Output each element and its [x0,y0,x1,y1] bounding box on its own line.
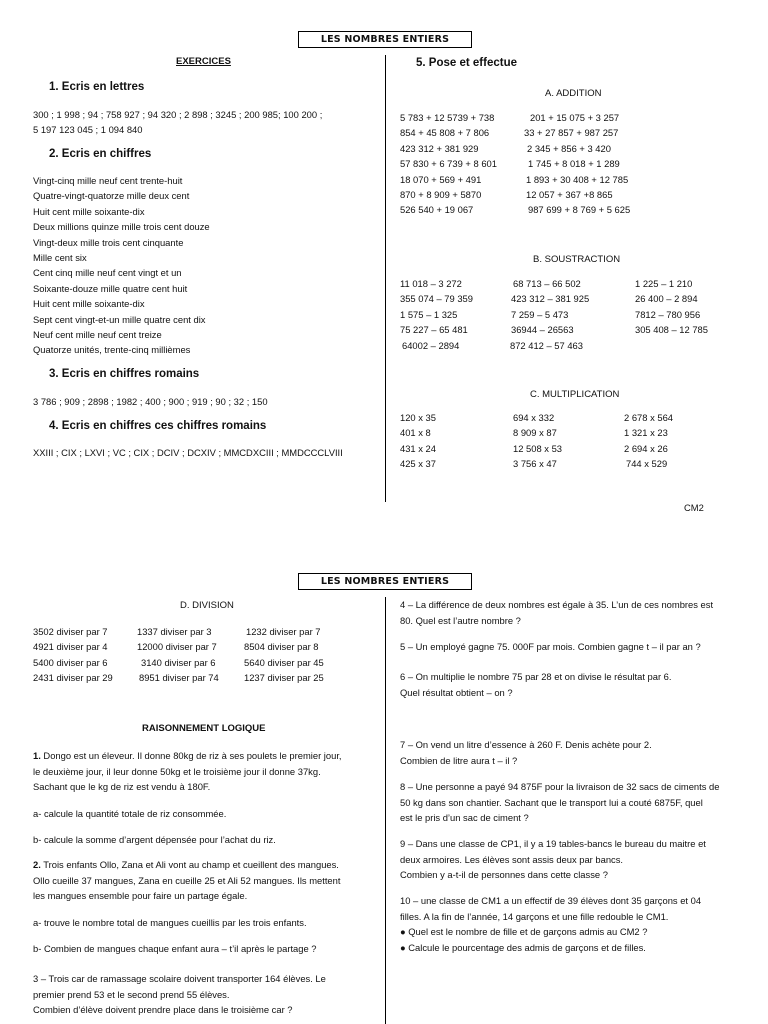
problem-8-line: 50 kg dans son chantier. Sachant que le transport lui a couté 6875F, quel [400,796,703,808]
soustraction-item: 64002 – 2894 [402,339,460,351]
soustraction-item: 7812 – 780 956 [635,308,701,320]
problem-1-number: 1. [33,750,41,761]
soustraction-col1 [400,276,473,353]
multiplication-col3 [624,410,673,472]
section2-line: Vingt-cinq mille neuf cent trente-huit [33,175,183,186]
problem-2 [33,857,378,957]
section2-line: Quatre-vingt-quatorze mille deux cent [33,190,190,202]
multiplication-item: 694 x 332 [513,412,555,423]
section3-heading: 3. Ecris en chiffres romains [49,368,200,380]
addition-item: 5 783 + 12 5739 + 738 [400,112,495,123]
page2-title: LES NOMBRES ENTIERS [298,573,472,590]
soustraction-col3 [635,276,708,338]
division-item: 1237 diviser par 25 [244,672,324,684]
problem-5-line: 5 – Un employé gagne 75. 000F par mois. Combien gagne t – il par an ? [400,641,701,652]
problem-9-line: 9 – Dans une classe de CP1, il y a 19 tables-bancs le bureau du maitre et [400,838,706,849]
section2-line: Vingt-deux mille trois cent cinquante [33,236,184,248]
section2-line: Sept cent vingt-et-un mille quatre cent dix [33,313,206,325]
problem-8-line: est le pris d’un sac de ciment ? [400,812,529,823]
problem-7-line: Combien de litre aura t – il ? [400,754,518,766]
addition-item: 987 699 + 8 769 + 5 625 [528,204,631,216]
division-item: 5400 diviser par 6 [33,656,108,668]
division-item: 1232 diviser par 7 [246,626,321,637]
division-item: 8951 diviser par 74 [139,672,219,684]
division-col3 [244,624,324,686]
addition-item: 1 893 + 30 408 + 12 785 [526,173,629,185]
section1-line: 5 197 123 045 ; 1 094 840 [33,124,143,136]
section2-line: Deux millions quinze mille trois cent douze [33,221,210,233]
problem-6-line: 6 – On multiplie le nombre 75 par 28 et on divise le résultat par 6. [400,671,672,682]
addition-item: 870 + 8 909 + 5870 [400,188,482,200]
multiplication-col1 [400,410,436,472]
division-item: 8504 diviser par 8 [244,641,319,653]
problem-10-bullet: ● Calcule le pourcentage des admis de garçons et de filles. [400,941,646,953]
problem-5 [400,639,745,655]
soustraction-col2 [511,276,589,353]
soustraction-label: B. SOUSTRACTION [533,254,621,265]
problem-2-text: Trois enfants Ollo, Zana et Ali vont au champ et cueillent des mangues. [40,859,339,870]
problem-2-line: Ollo cueille 37 mangues, Zana en cueille 25 et Ali 52 mangues. Ils mettent [33,874,341,886]
addition-item: 12 057 + 367 +8 865 [526,188,613,200]
section2-line: Soixante-douze mille quatre cent huit [33,282,188,294]
problem-10-line: filles. A la fin de l’année, 14 garçons et une fille redouble le CM1. [400,910,669,922]
section1-numbers [33,107,322,138]
soustraction-item: 75 227 – 65 481 [400,324,468,336]
section3-numbers: 3 786 ; 909 ; 2898 ; 1982 ; 400 ; 900 ; 919 ; 90 ; 32 ; 150 [33,396,268,407]
section5-heading: 5. Pose et effectue [416,57,517,69]
section2-line: Huit cent mille soixante-dix [33,298,145,310]
section2-line: Quatorze unités, trente-cinq millièmes [33,344,191,356]
problem-10 [400,893,745,955]
soustraction-item: 7 259 – 5 473 [511,308,569,320]
problem-10-line: 10 – une classe de CM1 a un effectif de 39 élèves dont 35 garçons et 04 [400,895,702,906]
problem-4-line: 80. Quel est l’autre nombre ? [400,614,521,626]
soustraction-item: 423 312 – 381 925 [511,293,590,305]
section2-line: Cent cinq mille neuf cent vingt et un [33,267,182,279]
problem-10-bullet: ● Quel est le nombre de fille et de garçons admis au CM2 ? [400,926,648,937]
multiplication-item: 120 x 35 [400,412,436,423]
section1-line: 300 ; 1 998 ; 94 ; 758 927 ; 94 320 ; 2 898 ; 3245 ; 200 985; 100 200 ; [33,109,323,120]
problem-9-line: deux armoires. Les élèves sont assis deux par bancs. [400,853,624,865]
page1-title: LES NOMBRES ENTIERS [298,31,472,48]
division-col2 [137,624,219,686]
page2-column-divider [385,597,386,1024]
problem-9-line: Combien y a-t-il de personnes dans cette classe ? [400,869,608,880]
problem-4-line: 4 – La différence de deux nombres est égale à 35. L’un de ces nombres est [400,599,714,610]
soustraction-item: 1 575 – 1 325 [400,308,458,320]
problem-1-line: le deuxième jour, il leur donne 50kg et le troisième jour il donne 37kg. [33,765,321,777]
multiplication-label: C. MULTIPLICATION [530,389,620,400]
multiplication-item: 401 x 8 [400,427,431,439]
soustraction-item: 68 713 – 66 502 [513,278,581,289]
problem-2-question-a: a- trouve le nombre total de mangues cueillis par les trois enfants. [33,916,307,928]
problem-3-line: 3 – Trois car de ramassage scolaire doivent transporter 164 élèves. Le [33,973,326,984]
problem-3-line: Combien d’élève doivent prendre place dans le troisième car ? [33,1004,293,1015]
multiplication-item: 1 321 x 23 [624,427,668,439]
multiplication-item: 8 909 x 87 [513,427,557,439]
problem-6-line: Quel résultat obtient – on ? [400,686,513,698]
exercices-heading: EXERCICES [176,56,231,67]
soustraction-item: 1 225 – 1 210 [635,278,693,289]
problem-1-line [33,748,378,764]
section2-line: Huit cent mille soixante-dix [33,205,145,217]
section4-heading: 4. Ecris en chiffres ces chiffres romains [49,420,267,432]
addition-item: 18 070 + 569 + 491 [400,173,482,185]
problem-4 [400,597,745,628]
problem-9 [400,836,745,883]
problem-2-question-b: b- Combien de mangues chaque enfant aura – t’il après le partage ? [33,943,317,954]
multiplication-item: 431 x 24 [400,442,436,454]
division-item: 12000 diviser par 7 [137,641,217,653]
problem-8-line: 8 – Une personne a payé 94 875F pour la livraison de 32 sacs de ciments de [400,781,720,792]
problem-3-line: premier prend 53 et le second prend 55 élèves. [33,988,230,1000]
section1-heading: 1. Ecris en lettres [49,81,145,93]
addition-item: 1 745 + 8 018 + 1 289 [528,158,620,170]
division-item: 1337 diviser par 3 [137,626,212,637]
section2-line: Mille cent six [33,251,87,263]
problem-7-line: 7 – On vend un litre d’essence à 260 F. Denis achète pour 2. [400,739,652,750]
soustraction-item: 36944 – 26563 [511,324,574,336]
division-item: 3140 diviser par 6 [141,656,216,668]
section2-list [33,173,210,358]
problem-2-line: les mangues ensemble pour faire un partage égale. [33,890,248,901]
division-item: 4921 diviser par 4 [33,641,108,653]
addition-col2 [524,110,630,218]
raisonnement-heading: RAISONNEMENT LOGIQUE [142,723,266,734]
division-item: 5640 diviser par 45 [244,656,324,668]
problem-2-number: 2. [33,859,41,870]
problem-7 [400,737,745,768]
multiplication-item: 2 678 x 564 [624,412,673,423]
addition-item: 33 + 27 857 + 987 257 [524,127,619,139]
addition-item: 526 540 + 19 067 [400,204,474,216]
multiplication-item: 3 756 x 47 [513,458,557,470]
soustraction-item: 355 074 – 79 359 [400,293,473,305]
multiplication-item: 425 x 37 [400,458,436,470]
page1-column-divider [385,55,386,502]
multiplication-col2 [513,410,562,472]
problem-1-line: Sachant que le kg de riz est vendu à 180F. [33,781,211,792]
multiplication-item: 744 x 529 [626,458,668,470]
division-item: 3502 diviser par 7 [33,626,108,637]
soustraction-item: 11 018 – 3 272 [400,278,462,289]
problem-1-question-a: a- calcule la quantité totale de riz consommée. [33,807,227,819]
problem-1-question-b: b- calcule la somme d’argent dépensée pour l’achat du riz. [33,834,276,845]
problem-8 [400,779,745,826]
addition-item: 201 + 15 075 + 3 257 [530,112,620,123]
problem-3 [33,971,378,1018]
section2-line: Neuf cent mille neuf cent treize [33,328,162,340]
multiplication-item: 12 508 x 53 [513,442,562,454]
level-label: CM2 [684,502,704,513]
problem-1 [33,748,378,848]
addition-item: 2 345 + 856 + 3 420 [527,142,611,154]
problem-1-text: Dongo est un éleveur. Il donne 80kg de riz à ses poulets le premier jour, [40,750,342,761]
division-item: 2431 diviser par 29 [33,672,113,684]
soustraction-item: 26 400 – 2 894 [635,293,698,305]
division-label: D. DIVISION [180,600,234,611]
multiplication-item: 2 694 x 26 [624,442,668,454]
soustraction-item: 305 408 – 12 785 [635,324,708,336]
addition-item: 423 312 + 381 929 [400,142,479,154]
problem-6 [400,669,745,700]
problem-2-line [33,857,378,873]
addition-item: 854 + 45 808 + 7 806 [400,127,490,139]
section2-heading: 2. Ecris en chiffres [49,148,152,160]
division-col1 [33,624,113,686]
section4-roman-numerals: XXIII ; CIX ; LXVI ; VC ; CIX ; DCIV ; DCXIV ; MMCDXCIII ; MMDCCCLVIII [33,447,343,458]
addition-label: A. ADDITION [545,88,602,99]
addition-col1 [400,110,497,218]
soustraction-item: 872 412 – 57 463 [510,339,583,351]
addition-item: 57 830 + 6 739 + 8 601 [400,158,497,170]
